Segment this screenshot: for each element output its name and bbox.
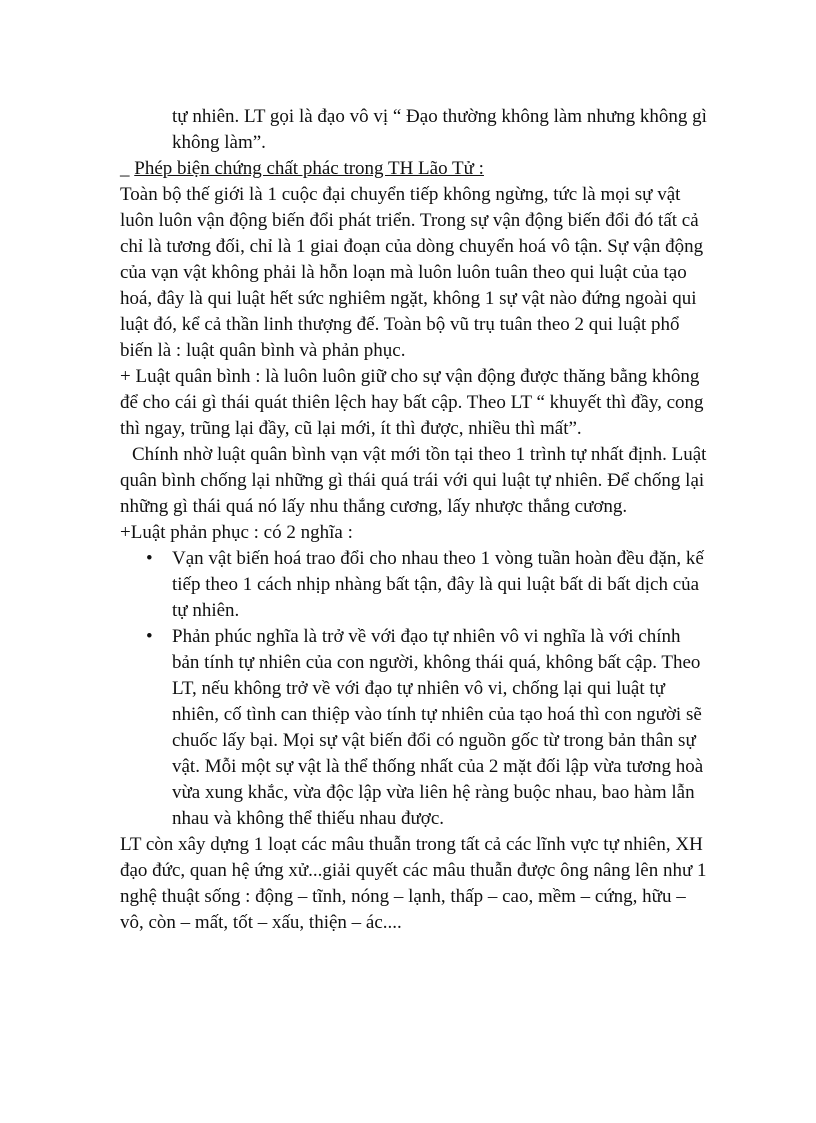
document-page: [120, 104, 710, 936]
paragraph-return-law: +Luật phản phục : có 2 nghĩa :: [120, 522, 353, 543]
section-heading: [120, 156, 710, 182]
bullet-icon: •: [146, 626, 153, 647]
list-item-text: Vạn vật biến hoá trao đổi cho nhau theo 1 vòng tuần hoàn đều đặn, kế tiếp theo 1 cách nhịp nhàng bất tận, đây là qui luật bất di bất dịch của tự nhiên.: [172, 548, 704, 621]
paragraph-balance-explanation: Chính nhờ luật quân bình vạn vật mới tồn tại theo 1 trình tự nhất định. Luật quân bình chống lại những gì thái quá trái với qui luật tự nhiên. Để chống lại những gì thái quá nó lấy nhu thắng cương, lấy nhược thắng cương.: [120, 444, 707, 517]
paragraph-balance-law: + Luật quân bình : là luôn luôn giữ cho sự vận động được thăng bằng không để cho cái gì thái quát thiên lệch hay bất cập. Theo LT “ khuyết thì đầy, cong thì ngay, trũng lại đầy, cũ lại mới, ít thì được, nhiều thì mất”.: [120, 366, 704, 439]
list-item-text: Phản phúc nghĩa là trở về với đạo tự nhiên vô vi nghĩa là với chính bản tính tự nhiên của con người, không thái quá, không bất cập. Theo LT, nếu không trở về với đạo tự nhiên vô vi, chống lại qui luật tự nhiên, cố tình can thiệp vào tính tự nhiên của tạo hoá thì con người sẽ chuốc lấy bại. Mọi sự vật biến đổi có nguồn gốc từ trong bản thân sự vật. Mỗi một sự vật là thể thống nhất của 2 mặt đối lập vừa tương hoà vừa xung khắc, vừa độc lập vừa liên hệ ràng buộc nhau, bao hàm lẫn nhau và không thể thiếu nhau được.: [172, 626, 704, 829]
heading-prefix: _: [120, 158, 135, 179]
intro-paragraph: tự nhiên. LT gọi là đạo vô vị “ Đạo thường không làm nhưng không gì không làm”.: [172, 106, 707, 153]
paragraph-world-motion: Toàn bộ thế giới là 1 cuộc đại chuyển tiếp không ngừng, tức là mọi sự vật luôn luôn vận động biến đổi phát triển. Trong sự vận động biến đổi đó tất cả chỉ là tương đối, chỉ là 1 giai đoạn của dòng chuyển hoá vô tận. Sự vận động của vạn vật không phải là hỗn loạn mà luôn luôn tuân theo qui luật của tạo hoá, đây là qui luật hết sức nghiêm ngặt, không 1 sự vật nào đứng ngoài qui luật đó, kể cả thần linh thượng đế. Toàn bộ vũ trụ tuân theo 2 qui luật phổ biến là : luật quân bình và phản phục.: [120, 184, 704, 361]
bullet-icon: •: [146, 548, 153, 569]
bullet-list: [120, 546, 710, 832]
heading-text: Phép biện chứng chất phác trong TH Lão Tử :: [134, 158, 484, 179]
paragraph-contradictions: LT còn xây dựng 1 loạt các mâu thuẫn trong tất cả các lĩnh vực tự nhiên, XH đạo đức, quan hệ ứng xử...giải quyết các mâu thuẫn được ông nâng lên như 1 nghệ thuật sống : động – tĩnh, nóng – lạnh, thấp – cao, mềm – cứng, hữu – vô, còn – mất, tốt – xấu, thiện – ác....: [120, 834, 707, 933]
list-item: [146, 546, 710, 624]
list-item: [146, 624, 710, 832]
